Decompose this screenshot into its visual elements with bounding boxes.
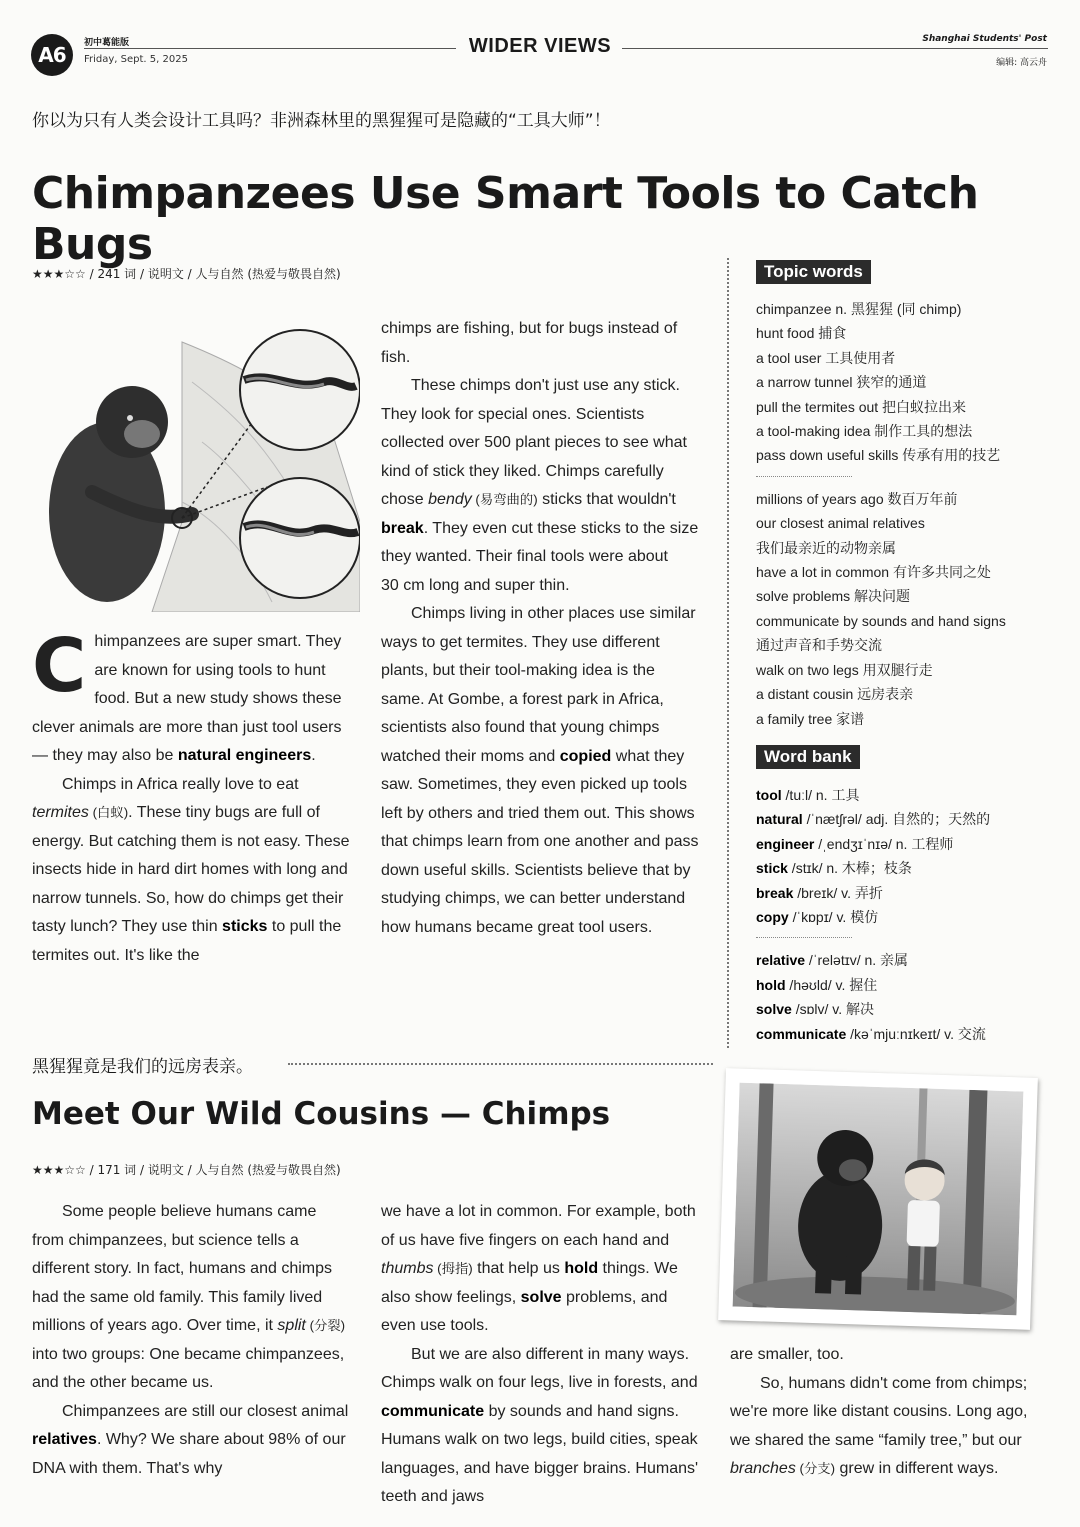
chimp-and-boy-photo	[718, 1068, 1038, 1330]
paragraph: These chimps don't just use any stick. They look for special ones. Scientists collected over 500 plant pieces to see what kind of stick they liked. Chimps carefully chose bendy (易弯曲的) sticks that wouldn't break. They even cut these sticks to the size they wanted. Their final tools were about	[381, 377, 699, 565]
paragraph: we have a lot in common. For example, both of us have five fingers on each hand and thumbs (拇指) that help us hold things. We also show feelings, solve problems, and even use tools.	[381, 1203, 696, 1334]
topic-word: pass down useful skills 传承有用的技艺	[756, 447, 1001, 464]
word-bank-entry: relative /ˈrelətɪv/ n. 亲属	[756, 952, 909, 969]
article2-intro: 黑猩猩竟是我们的远房表亲。	[32, 1057, 253, 1077]
topic-word: our closest animal relatives	[756, 515, 925, 532]
dotted-separator	[756, 937, 852, 938]
article2-meta: ★★★☆☆ / 171 词 / 说明文 / 人与自然 (热爱与敬畏自然)	[32, 1163, 341, 1177]
chimp-illustration	[32, 322, 360, 612]
sidebar-divider	[727, 258, 729, 1048]
paragraph: But we are also different in many ways. Chimps walk on four legs, live in forests, and communicate by sounds and hand signs. Humans walk on two legs, build cities, speak languages, and have bigger brains. Humans' teeth and jaws	[381, 1345, 699, 1505]
word-bank-entry: copy /ˈkɒpɪ/ v. 模仿	[756, 909, 879, 926]
article2-column-1	[32, 1198, 352, 1483]
word-bank-entry: tool /tuːl/ n. 工具	[756, 787, 860, 803]
word-bank-entry: natural /ˈnætʃrəl/ adj. 自然的；天然的	[756, 811, 991, 828]
paper-name: Shanghai Students' Post	[922, 34, 1047, 44]
topic-word: 我们最亲近的动物亲属	[756, 539, 896, 556]
topic-word: chimpanzee n. 黑猩猩 (同 chimp)	[756, 301, 962, 317]
issue-date: Friday, Sept. 5, 2025	[84, 54, 188, 65]
topic-word: have a lot in common 有许多共同之处	[756, 564, 991, 581]
topic-word: a family tree 家谱	[756, 710, 865, 727]
paragraph: So, humans didn't come from chimps; we're more like distant cousins. Long ago, we shared the same “family tree,” but our branches (分支) grew in different ways.	[730, 1374, 1028, 1477]
article1-left-column	[32, 623, 352, 970]
dotted-separator	[756, 476, 852, 477]
intro-dotted-rule	[288, 1063, 713, 1065]
topic-word: a tool user 工具使用者	[756, 349, 896, 366]
article2-column-3	[730, 1341, 1050, 1484]
article1-meta: ★★★☆☆ / 241 词 / 说明文 / 人与自然 (热爱与敬畏自然)	[32, 267, 341, 281]
editor-credit: 编辑: 高云舟	[996, 58, 1047, 68]
paragraph: himpanzees are super smart. They are known for using tools to hunt food. But a new study shows these clever animals are more than just tool users — they may also be natural engineers.	[32, 633, 342, 764]
paragraph: Chimps living in other places use similar ways to get termites. They use different plants, but their tool-making idea is the same. At Gombe, a forest park in Africa, scientists also found that young chimps watched their moms and copied what they saw. Sometimes, they even picked up tools left by others and tried them out. This shows that chimps learn from one another and pass down useful skills. Scientists believe that by studying chimps, we can better understand how humans became great tool users.	[381, 605, 699, 936]
paragraph: chimps are fishing, but for bugs instead of fish.	[381, 320, 678, 366]
paragraph: are smaller, too.	[730, 1346, 844, 1363]
page-badge: A6	[31, 34, 73, 76]
topic-word: millions of years ago 数百万年前	[756, 490, 958, 507]
word-bank-entry: hold /həʊld/ v. 握住	[756, 976, 878, 993]
article2-title: Meet Our Wild Cousins — Chimps	[32, 1096, 611, 1132]
word-bank-entry: break /breɪk/ v. 弄折	[756, 884, 883, 901]
word-bank-entry: engineer /ˌendʒɪˈnɪə/ n. 工程师	[756, 835, 954, 852]
article2-column-2	[381, 1198, 701, 1512]
topic-word: pull the termites out 把白蚁拉出来	[756, 398, 967, 415]
section-title: WIDER VIEWS	[0, 35, 1080, 58]
word-bank-entry: stick /stɪk/ n. 木棒；枝条	[756, 860, 912, 877]
topic-word: a distant cousin 远房表亲	[756, 686, 914, 703]
topic-word: walk on two legs 用双腿行走	[756, 661, 933, 678]
word-bank-entry: solve /sɒlv/ v. 解决	[756, 1001, 875, 1018]
topic-word: a tool-making idea 制作工具的想法	[756, 423, 973, 440]
topic-word: hunt food 捕食	[756, 325, 847, 342]
dropcap: C	[32, 623, 87, 709]
topic-word: a narrow tunnel 狭窄的通道	[756, 374, 927, 391]
article1-title: Chimpanzees Use Smart Tools to Catch Bugs	[32, 168, 979, 270]
paragraph: Some people believe humans came from chimpanzees, but science tells a different story. In fact, humans and chimps had the same old family. This family lived millions of years ago. Over time, it split (分裂) into two groups: One became chimpanzees, and the other became us.	[32, 1203, 346, 1391]
word-bank-list	[756, 783, 1056, 1046]
topic-word: solve problems 解决问题	[756, 588, 911, 605]
topic-words-list	[756, 297, 1056, 731]
word-bank-entry: communicate /kəˈmjuːnɪkeɪt/ v. 交流	[756, 1025, 986, 1042]
edition-label: 初中葛能版	[84, 38, 130, 48]
topic-word: communicate by sounds and hand signs	[756, 612, 1006, 629]
paragraph: Chimps in Africa really love to eat termites (白蚁). These tiny bugs are full of energy. But catching them is not easy. These insects hide in hard dirt homes with long and narrow tunnels. So, how do chimps get their tasty lunch? They use thin sticks to pull the termites out. It's like the	[32, 775, 350, 964]
word-bank-heading: Word bank	[756, 745, 860, 769]
article1-intro: 你以为只有人类会设计工具吗？非洲森林里的黑猩猩可是隐藏的“工具大师”！	[32, 111, 611, 131]
topic-words-heading: Topic words	[756, 260, 871, 284]
topic-word: 通过声音和手势交流	[756, 637, 882, 654]
paragraph: 30 cm long and super thin.	[381, 576, 570, 594]
article1-right-column	[381, 315, 699, 942]
paragraph: Chimpanzees are still our closest animal relatives. Why? We share about 98% of our DNA with them. That's why	[32, 1402, 349, 1477]
